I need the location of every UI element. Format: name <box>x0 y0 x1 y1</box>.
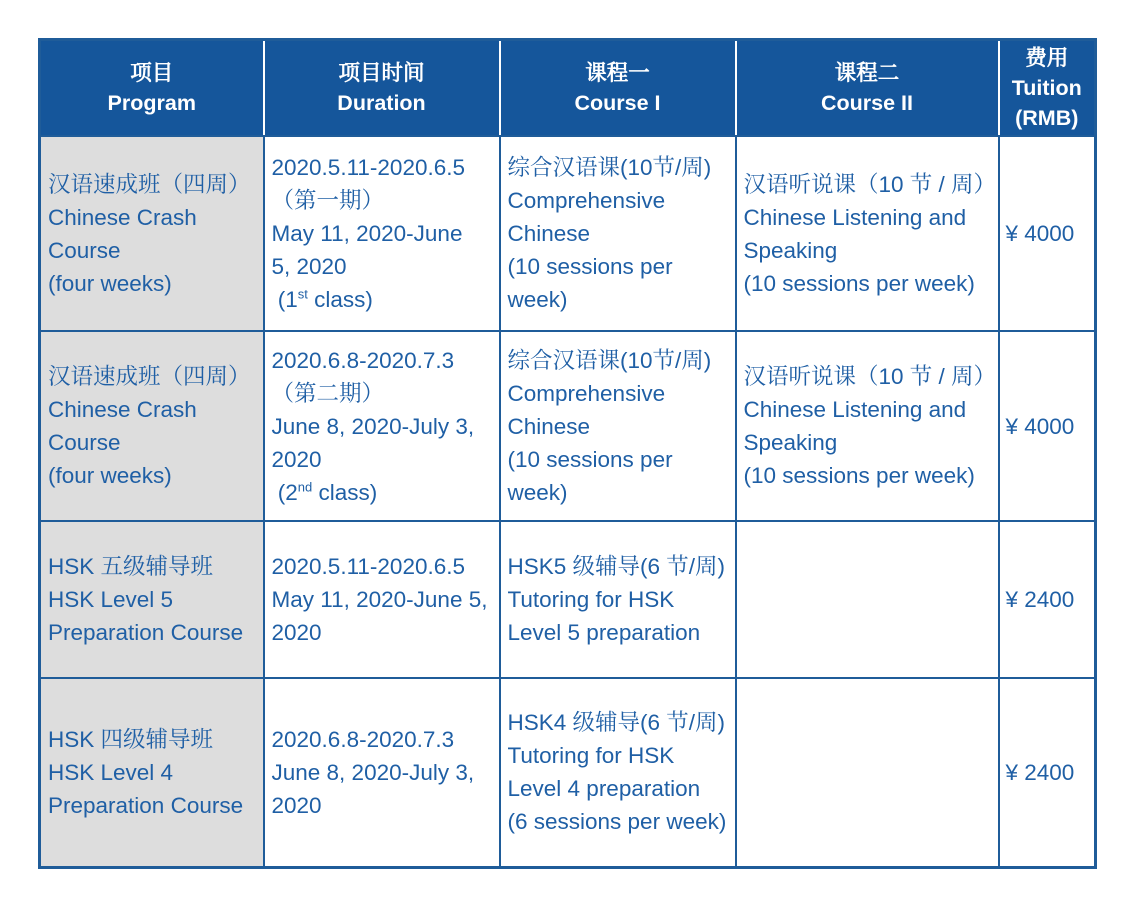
course1-cell <box>500 521 736 678</box>
class-note-sup: st <box>297 286 308 302</box>
course1-line: Level 4 preparation <box>507 776 701 802</box>
header-program-zh: 项目 <box>130 61 174 85</box>
table-body <box>40 136 1096 867</box>
program-cell <box>40 331 264 521</box>
duration-line: 2020.6.8-2020.7.3 <box>271 347 455 373</box>
course1-line: Tutoring for HSK <box>507 587 675 612</box>
header-duration-en: Duration <box>337 91 426 115</box>
course1-line: Level 5 preparation <box>507 620 701 645</box>
duration-line: June 8, 2020-July 3, <box>271 759 475 785</box>
header-duration <box>264 40 500 137</box>
course1-line: week) <box>507 287 568 312</box>
class-note-pre: (2 <box>271 479 298 505</box>
duration-cell <box>264 678 500 867</box>
header-tuition-unit: (RMB) <box>1015 106 1079 130</box>
program-line: Course <box>48 430 121 455</box>
table-header <box>40 40 1096 137</box>
program-cell <box>40 678 264 867</box>
duration-cell <box>264 136 500 331</box>
header-duration-zh: 项目时间 <box>338 61 425 85</box>
header-row <box>40 40 1096 137</box>
class-note-post: class) <box>307 287 373 312</box>
course1-cell <box>500 331 736 521</box>
header-program-en: Program <box>107 91 196 115</box>
program-line: Chinese Crash <box>48 204 197 230</box>
program-line: (four weeks) <box>48 270 172 296</box>
course1-line: week) <box>507 479 568 505</box>
class-note-post: class) <box>312 479 378 505</box>
duration-cell <box>264 331 500 521</box>
header-course2-en: Course II <box>821 91 913 115</box>
tuition-cell <box>999 136 1096 331</box>
program-line: 汉语速成班（四周） <box>48 171 251 197</box>
course2-line: (10 sessions per week) <box>743 463 975 488</box>
program-line: HSK Level 5 <box>48 587 174 612</box>
course2-cell-empty <box>736 678 999 867</box>
tuition-cell <box>999 678 1096 867</box>
course1-line: Chinese <box>507 413 591 439</box>
class-ordinal-line <box>272 476 497 509</box>
course2-line: Speaking <box>743 237 838 263</box>
header-course1 <box>500 40 736 137</box>
course1-line: (6 sessions per week) <box>507 809 727 835</box>
header-course2-zh: 课程二 <box>834 61 900 85</box>
tuition-value: ¥ 2400 <box>1005 759 1075 785</box>
duration-line: （第一期） <box>271 188 385 213</box>
duration-line: 2020 <box>271 792 322 818</box>
header-tuition-en: Tuition <box>1011 76 1082 100</box>
course1-line: 综合汉语课(10节/周) <box>507 347 712 373</box>
program-line: (four weeks) <box>48 463 172 488</box>
course1-line: Comprehensive <box>507 380 666 406</box>
tuition-value: ¥ 4000 <box>1005 413 1075 439</box>
duration-line: 2020 <box>271 446 322 472</box>
header-course1-en: Course I <box>574 91 661 115</box>
class-note-pre: (1 <box>271 287 298 312</box>
header-tuition-zh: 费用 <box>1025 46 1069 70</box>
course1-line: Chinese <box>507 221 591 246</box>
class-note-sup: nd <box>297 479 313 494</box>
program-line: Chinese Crash <box>48 397 197 422</box>
duration-line: May 11, 2020-June <box>271 221 463 246</box>
header-course1-zh: 课程一 <box>585 61 650 85</box>
duration-line: 2020.5.11-2020.6.5 <box>271 155 466 180</box>
duration-line: June 8, 2020-July 3, <box>271 413 475 439</box>
course1-line: (10 sessions per <box>507 446 673 472</box>
tuition-cell <box>999 331 1096 521</box>
header-course2 <box>736 40 999 137</box>
tuition-value: ¥ 2400 <box>1005 587 1075 612</box>
course2-cell-empty <box>736 521 999 678</box>
duration-line: （第二期） <box>271 380 385 406</box>
course2-cell <box>736 136 999 331</box>
table-row-crash-course-1 <box>40 136 1096 331</box>
duration-line: May 11, 2020-June 5, <box>271 587 488 612</box>
table-row-crash-course-2 <box>40 331 1096 521</box>
program-line: 汉语速成班（四周） <box>48 364 251 389</box>
table-row-hsk5 <box>40 521 1096 678</box>
course-program-table <box>38 38 1097 869</box>
program-cell <box>40 521 264 678</box>
duration-cell <box>264 521 500 678</box>
course1-cell <box>500 136 736 331</box>
course2-cell <box>736 331 999 521</box>
course1-line: Tutoring for HSK <box>507 743 675 769</box>
course2-line: Chinese Listening and <box>743 397 967 422</box>
tuition-cell <box>999 521 1096 678</box>
course2-line: 汉语听说课（10 节 / 周） <box>743 171 997 197</box>
program-line: Preparation Course <box>48 620 244 645</box>
program-cell <box>40 136 264 331</box>
program-line: Course <box>48 237 121 263</box>
program-line: Preparation Course <box>48 792 244 818</box>
course2-line: 汉语听说课（10 节 / 周） <box>743 364 997 389</box>
header-program <box>40 40 264 137</box>
course1-line: HSK4 级辅导(6 节/周) <box>507 710 726 736</box>
program-line: HSK 五级辅导班 <box>48 554 214 579</box>
course1-cell <box>500 678 736 867</box>
duration-line: 2020.6.8-2020.7.3 <box>271 726 455 752</box>
course2-line: Speaking <box>743 430 838 455</box>
course2-line: (10 sessions per week) <box>743 270 975 296</box>
tuition-value: ¥ 4000 <box>1005 221 1075 246</box>
program-line: HSK Level 4 <box>48 759 174 785</box>
course1-line: Comprehensive <box>507 188 666 213</box>
course1-line: 综合汉语课(10节/周) <box>507 155 712 180</box>
program-line: HSK 四级辅导班 <box>48 726 214 752</box>
class-ordinal-line <box>272 283 497 316</box>
table-row-hsk4 <box>40 678 1096 867</box>
duration-line: 2020 <box>271 620 322 645</box>
header-tuition <box>999 40 1096 137</box>
duration-line: 2020.5.11-2020.6.5 <box>271 554 466 579</box>
course1-line: HSK5 级辅导(6 节/周) <box>507 554 726 579</box>
duration-line: 5, 2020 <box>271 254 347 279</box>
course2-line: Chinese Listening and <box>743 204 967 230</box>
course1-line: (10 sessions per <box>507 254 673 279</box>
